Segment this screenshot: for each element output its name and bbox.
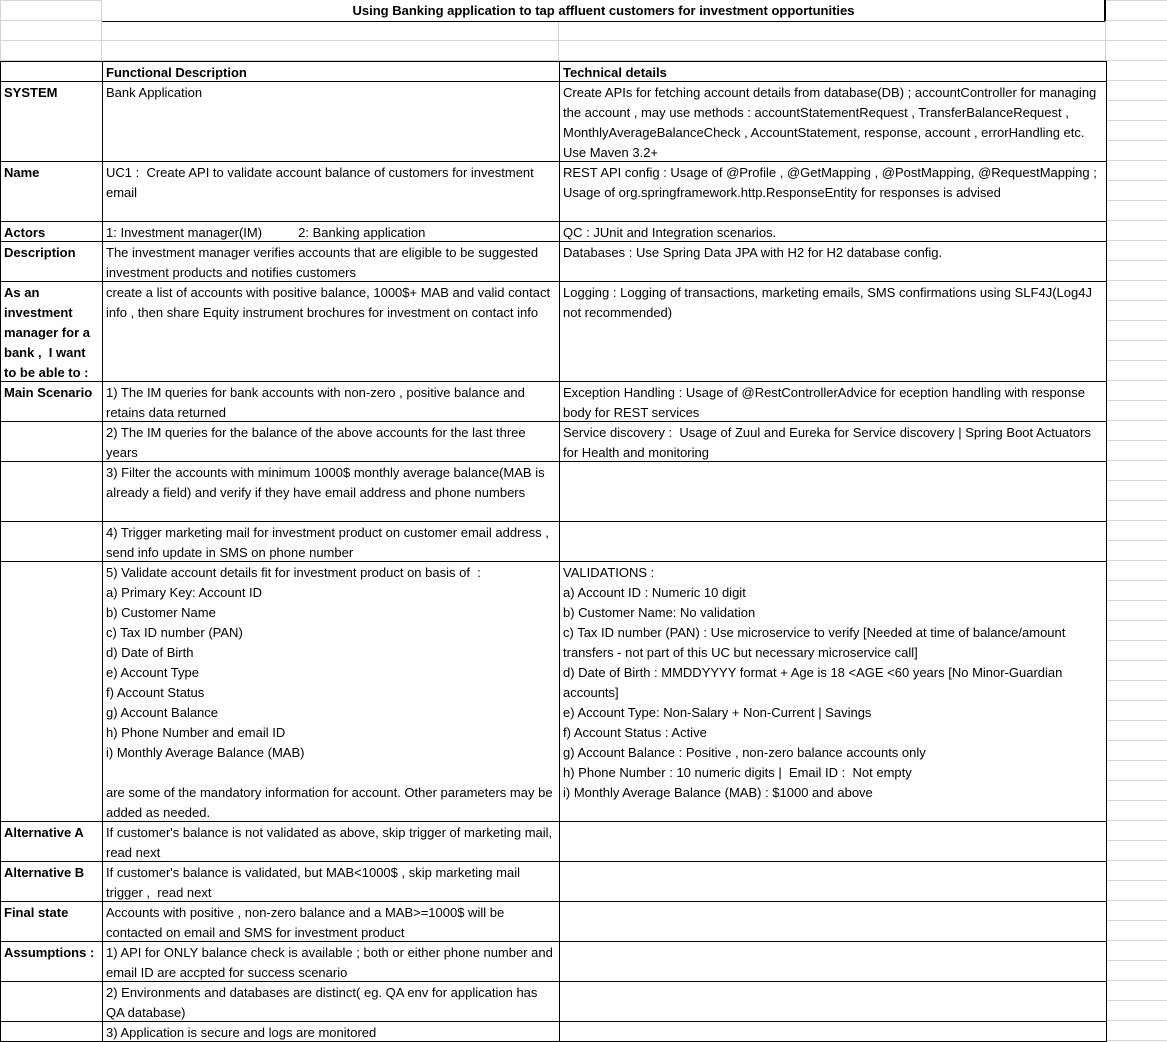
row-label-cell[interactable]: SYSTEM [1,82,102,161]
table-row-border [0,461,1107,462]
table-row-border [0,1021,1107,1022]
technical-details-cell[interactable]: Service discovery : Usage of Zuul and Eureka for Service discovery | Spring Boot Actuators for Health and monitoring [560,422,1106,461]
functional-description-cell[interactable]: 3) Application is secure and logs are monitored [103,1022,559,1041]
functional-description-cell[interactable]: 1) The IM queries for bank accounts with non-zero , positive balance and retains data returned [103,382,559,421]
functional-description-cell[interactable]: Bank Application [103,82,559,161]
row-label-cell[interactable] [1,982,102,1021]
technical-details-cell[interactable]: Logging : Logging of transactions, marketing emails, SMS confirmations using SLF4J(Log4J not recommended) [560,282,1106,381]
row-label-cell[interactable]: Name [1,162,102,221]
technical-details-cell[interactable]: VALIDATIONS : a) Account ID : Numeric 10 digit b) Customer Name: No validation c) Tax ID number (PAN) : Use microservice to verify [Needed at time of balance/amount transfers - not part of this UC but necessary microservice call] d) Date of Birth : MMDDYYYY format + Age is 18 <AGE <60 years [No Minor-Guardian accounts] e) Account Type: Non-Salary + Non-Current | Savings f) Account Status : Active g) Account Balance : Positive , non-zero balance accounts only h) Phone Number : 10 numeric digits | Email ID : Not empty i) Monthly Average Balance (MAB) : $1000 and above [560,562,1106,821]
technical-details-cell[interactable] [560,982,1106,1021]
table-row-border [0,941,1107,942]
table-column-border [0,61,1,1042]
technical-details-cell[interactable]: Databases : Use Spring Data JPA with H2 for H2 database config. [560,242,1106,281]
row-label-cell[interactable]: Assumptions : [1,942,102,981]
row-label-cell[interactable] [1,522,102,561]
functional-description-cell[interactable]: 4) Trigger marketing mail for investment product on customer email address , send info update in SMS on phone number [103,522,559,561]
header-empty-cell[interactable] [1,62,102,81]
technical-details-cell[interactable]: Exception Handling : Usage of @RestControllerAdvice for eception handling with response body for REST services [560,382,1106,421]
row-label-cell[interactable]: Actors [1,222,102,241]
functional-description-cell[interactable]: 5) Validate account details fit for investment product on basis of : a) Primary Key: Account ID b) Customer Name c) Tax ID number (PAN) d) Date of Birth e) Account Type f) Account Status g) Account Balance h) Phone Number and email ID i) Monthly Average Balance (MAB) are some of the mandatory information for account. Other parameters may be added as needed. [103,562,559,821]
functional-description-cell[interactable]: UC1 : Create API to validate account balance of customers for investment email [103,162,559,221]
table-row-border [0,241,1107,242]
table-row-border [0,861,1107,862]
table-row-border [0,561,1107,562]
table-row-border [0,61,1107,62]
technical-details-cell[interactable]: REST API config : Usage of @Profile , @GetMapping , @PostMapping, @RequestMapping ; Usage of org.springframework.http.ResponseEntity for responses is advised [560,162,1106,221]
table-row-border [0,281,1107,282]
table-row-border [0,381,1107,382]
table-column-border [1106,61,1107,1042]
table-row-border [0,81,1107,82]
functional-description-cell[interactable]: Accounts with positive , non-zero balance and a MAB>=1000$ will be contacted on email and SMS for investment product [103,902,559,941]
technical-details-cell[interactable] [560,822,1106,861]
row-label-cell[interactable] [1,1022,102,1041]
table-row-border [0,821,1107,822]
row-label-cell[interactable] [1,462,102,521]
row-label-cell[interactable]: Main Scenario [1,382,102,421]
table-row-border [0,161,1107,162]
header-functional-description[interactable]: Functional Description [103,62,559,81]
table-row-border [0,221,1107,222]
functional-description-cell[interactable]: The investment manager verifies accounts that are eligible to be suggested investment products and notifies customers [103,242,559,281]
technical-details-cell[interactable] [560,902,1106,941]
functional-description-cell[interactable]: 2) The IM queries for the balance of the above accounts for the last three years [103,422,559,461]
row-label-cell[interactable]: As an investment manager for a bank , I want to be able to : [1,282,102,381]
sheet-title[interactable]: Using Banking application to tap affluent customers for investment opportunities [102,0,1105,22]
table-row-border [0,521,1107,522]
technical-details-cell[interactable]: QC : JUnit and Integration scenarios. [560,222,1106,241]
row-label-cell[interactable] [1,422,102,461]
functional-description-cell[interactable]: 1: Investment manager(IM) 2: Banking application [103,222,559,241]
technical-details-cell[interactable] [560,522,1106,561]
row-label-cell[interactable]: Description [1,242,102,281]
row-label-cell[interactable]: Alternative A [1,822,102,861]
functional-description-cell[interactable]: 2) Environments and databases are distinct( eg. QA env for application has QA database) [103,982,559,1021]
table-row-border [0,901,1107,902]
table-row-border [0,981,1107,982]
technical-details-cell[interactable] [560,462,1106,521]
technical-details-cell[interactable] [560,942,1106,981]
table-column-border [102,61,103,1042]
technical-details-cell[interactable]: Create APIs for fetching account details from database(DB) ; accountController for managing the account , may use methods : accountStatementRequest , TransferBalanceRequest , MonthlyAverageBalanceCheck , AccountStatement, response, account , errorHandling etc. Use Maven 3.2+ [560,82,1106,161]
functional-description-cell[interactable]: create a list of accounts with positive balance, 1000$+ MAB and valid contact info , then share Equity instrument brochures for investment on contact info [103,282,559,381]
row-label-cell[interactable]: Alternative B [1,862,102,901]
technical-details-cell[interactable] [560,862,1106,901]
header-technical-details[interactable]: Technical details [560,62,1106,81]
row-label-cell[interactable]: Final state [1,902,102,941]
title-border-right [1104,0,1106,21]
technical-details-cell[interactable] [560,1022,1106,1041]
table-row-border [0,421,1107,422]
functional-description-cell[interactable]: If customer's balance is not validated as above, skip trigger of marketing mail, read next [103,822,559,861]
functional-description-cell[interactable]: 3) Filter the accounts with minimum 1000$ monthly average balance(MAB is already a field) and verify if they have email address and phone numbers [103,462,559,521]
functional-description-cell[interactable]: If customer's balance is validated, but MAB<1000$ , skip marketing mail trigger , read next [103,862,559,901]
functional-description-cell[interactable]: 1) API for ONLY balance check is available ; both or either phone number and email ID are accpted for success scenario [103,942,559,981]
table-column-border [559,61,560,1042]
row-label-cell[interactable] [1,562,102,821]
